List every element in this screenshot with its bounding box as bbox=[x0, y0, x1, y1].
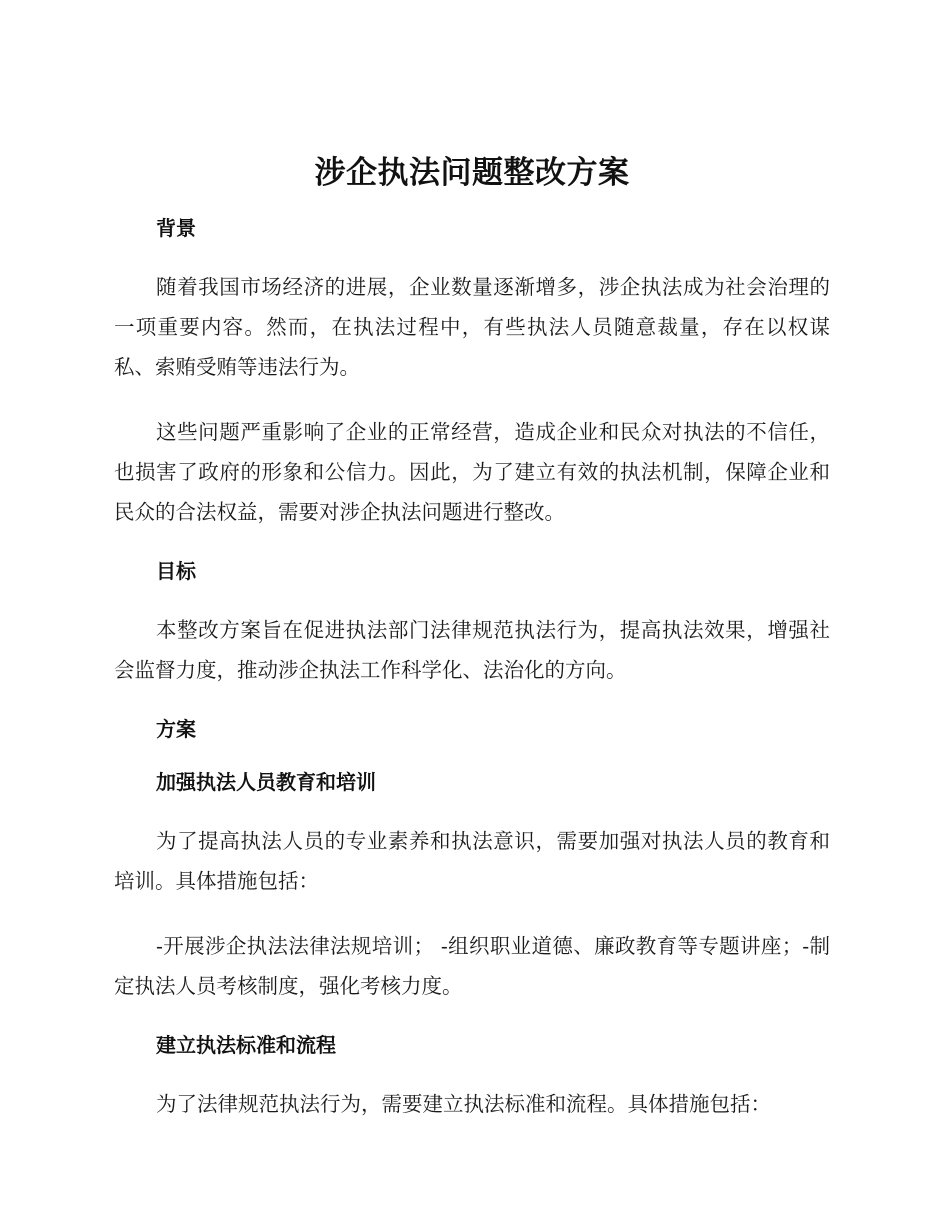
section-plan bbox=[114, 715, 830, 743]
section-background bbox=[114, 214, 830, 532]
subsection-heading: 建立执法标准和流程 bbox=[156, 1033, 336, 1057]
measures-list-paragraph: -开展涉企执法法律法规培训； -组织职业道德、廉政教育等专题讲座；-制定执法人员考核制度，强化考核力度。 bbox=[114, 934, 830, 998]
paragraph: 本整改方案旨在促进执法部门法律规范执法行为，提高执法效果，增强社会监督力度，推动涉企执法工作科学化、法治化的方向。 bbox=[114, 618, 830, 682]
paragraph: 为了提高执法人员的专业素养和执法意识，需要加强对执法人员的教育和培训。具体措施包括： bbox=[114, 829, 830, 893]
section-heading: 方案 bbox=[156, 717, 196, 741]
section-training bbox=[114, 768, 830, 1006]
paragraph: 这些问题严重影响了企业的正常经营，造成企业和民众对执法的不信任，也损害了政府的形象和公信力。因此，为了建立有效的执法机制，保障企业和民众的合法权益，需要对涉企执法问题进行整改。 bbox=[114, 420, 830, 524]
section-heading: 目标 bbox=[156, 559, 196, 583]
subsection-heading: 加强执法人员教育和培训 bbox=[156, 770, 376, 794]
section-heading: 背景 bbox=[156, 216, 196, 240]
paragraph: 为了法律规范执法行为，需要建立执法标准和流程。具体措施包括： bbox=[156, 1092, 771, 1116]
section-standards bbox=[114, 1031, 830, 1124]
document-title: 涉企执法问题整改方案 bbox=[314, 155, 630, 191]
paragraph: 随着我国市场经济的进展，企业数量逐渐增多，涉企执法成为社会治理的一项重要内容。然而，在执法过程中，有些执法人员随意裁量，存在以权谋私、索贿受贿等违法行为。 bbox=[114, 275, 830, 379]
section-goal bbox=[114, 557, 830, 690]
